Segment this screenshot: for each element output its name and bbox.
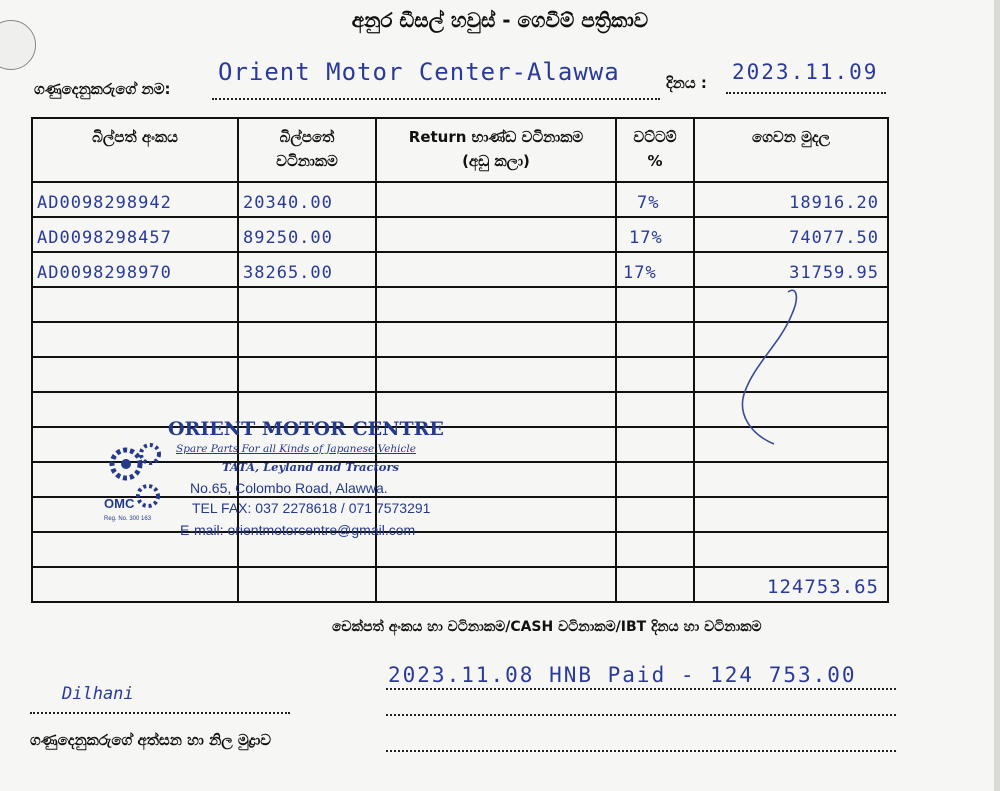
closing-stroke-mark <box>730 284 810 454</box>
discount-cell <box>616 392 694 427</box>
svg-text:Reg. No. 300 163: Reg. No. 300 163 <box>104 516 152 522</box>
discount-cell <box>616 497 694 532</box>
page-edge <box>994 0 1000 791</box>
discount-cell <box>616 462 694 497</box>
stamp-address: No.65, Colombo Road, Alawwa. <box>190 480 388 496</box>
bill-value-cell <box>238 287 376 322</box>
return-value-cell <box>376 252 616 287</box>
return-value-cell <box>376 217 616 252</box>
bill-value-cell: 20340.00 <box>238 182 376 217</box>
bill-number-cell <box>32 567 238 602</box>
bill-value-cell <box>238 567 376 602</box>
bill-number-cell: AD0098298970 <box>32 252 238 287</box>
table-row <box>32 567 888 602</box>
table-row <box>32 252 888 287</box>
form-title: අනුර ඩීසල් හවුස් - ගෙවීම් පත්‍රිකාව <box>351 8 649 32</box>
payment-amount-cell <box>694 462 888 497</box>
payment-line-1 <box>386 678 896 690</box>
payment-method-value: 2023.11.08 HNB Paid - 124 753.00 <box>388 663 857 687</box>
date-value: 2023.11.09 <box>732 60 879 84</box>
return-value-cell <box>376 357 616 392</box>
bill-value-cell: 38265.00 <box>238 252 376 287</box>
discount-cell: 7% <box>616 182 694 217</box>
stamp-tagline: Spare Parts For all Kinds of Japanese Vehicle <box>176 443 416 455</box>
return-value-cell <box>376 287 616 322</box>
payment-line-3 <box>386 740 896 752</box>
return-value-header: Return භාණ්ඩ වටිනාකම (අඩු කලා) <box>376 118 616 182</box>
payment-amount-cell: 74077.50 <box>694 217 888 252</box>
payment-amount-cell: 31759.95 <box>694 252 888 287</box>
payment-amount-cell <box>694 497 888 532</box>
table-header-row <box>32 118 888 182</box>
bill-value-cell <box>238 322 376 357</box>
discount-header: වට්ටම් % <box>616 118 694 182</box>
customer-name-value: Orient Motor Center-Alawwa <box>218 58 620 86</box>
discount-cell: 17% <box>616 217 694 252</box>
bill-number-cell: AD0098298457 <box>32 217 238 252</box>
company-stamp <box>104 418 444 548</box>
signature-line <box>30 702 290 714</box>
bill-value-header: බිල්පතේ වටිනාකම <box>238 118 376 182</box>
return-value-cell <box>376 182 616 217</box>
discount-cell <box>616 357 694 392</box>
payment-amount-cell: 18916.20 <box>694 182 888 217</box>
signature-value: Dilhani <box>62 684 134 704</box>
bill-number-cell <box>32 287 238 322</box>
omc-gear-logo-icon <box>104 438 166 522</box>
bill-value-cell: 89250.00 <box>238 217 376 252</box>
payment-amount-cell <box>694 532 888 567</box>
bill-number-cell <box>32 322 238 357</box>
table-row <box>32 217 888 252</box>
return-value-cell <box>376 322 616 357</box>
discount-cell: 17% <box>616 252 694 287</box>
bill-number-cell <box>32 357 238 392</box>
bill-value-cell <box>238 357 376 392</box>
discount-cell <box>616 287 694 322</box>
total-amount-cell: 124753.65 <box>694 567 888 602</box>
payment-amount-header: ගෙවන මුදල <box>694 118 888 182</box>
discount-cell <box>616 427 694 462</box>
bill-number-cell: AD0098298942 <box>32 182 238 217</box>
return-value-cell <box>376 567 616 602</box>
stamp-brands: TATA, Leyland and Tractors <box>222 460 399 474</box>
date-label: දිනය : <box>666 74 707 92</box>
table-row <box>32 182 888 217</box>
stamp-phone: TEL FAX: 037 2278618 / 071 7573291 <box>192 500 431 516</box>
discount-cell <box>616 532 694 567</box>
stamp-company-name: ORIENT MOTOR CENTRE <box>168 418 444 440</box>
discount-cell <box>616 322 694 357</box>
discount-cell <box>616 567 694 602</box>
svg-text:OMC: OMC <box>104 496 135 511</box>
payment-line-2 <box>386 704 896 716</box>
bill-number-header: බිල්පත් අංකය <box>32 118 238 182</box>
signature-label: ගණුදෙනුකරුගේ අත්සන හා නිල මුද්‍රාව <box>30 731 272 749</box>
stamp-email: E-mail: orientmotorcentre@gmail.com <box>180 522 416 538</box>
payment-method-label: චෙක්පත් අංකය හා වටිනාකම/CASH වටිනාකම/IBT දිනය හා වටිනාකම <box>332 619 762 635</box>
customer-name-label: ගණුදෙනුකරුගේ නම: <box>34 80 171 98</box>
